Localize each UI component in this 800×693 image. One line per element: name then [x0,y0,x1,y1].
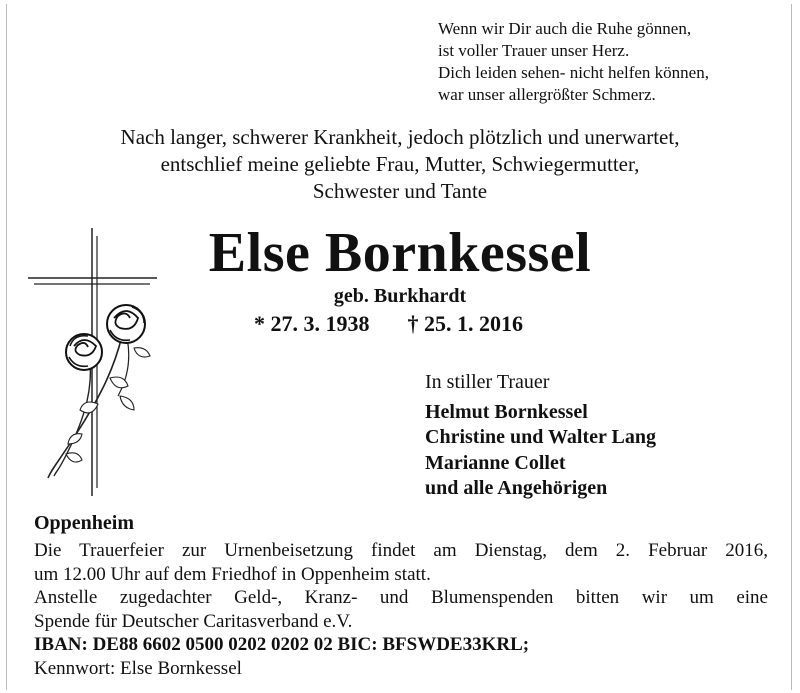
mourner-name: Helmut Bornkessel [425,400,588,423]
intro-line: Nach langer, schwerer Krankheit, jedoch plötzlich und unerwartet, [120,125,680,149]
mourner-name: Christine und Walter Lang [425,426,656,448]
details-line: Die Trauerfeier zur Urnenbeisetzung findet am Dienstag, dem 2. Februar 2016, [34,540,768,561]
mourners-lead: In stiller Trauer [425,371,550,393]
mourners [425,370,656,502]
intro-text [40,124,760,205]
funeral-details [34,539,768,680]
mourner-name: Marianne Collet [425,451,566,474]
intro-line: Schwester und Tante [312,179,488,203]
poem-line: Wenn wir Dir auch die Ruhe gönnen, [438,19,692,38]
details-line: Anstelle zugedachter Geld-, Kranz- und Blumenspenden bitten wir um eine [34,587,768,608]
keyword-line: Kennwort: Else Bornkessel [34,657,242,679]
death-date: † 25. 1. 2016 [407,311,523,336]
intro-line: entschlief meine geliebte Frau, Mutter, Schwiegermutter, [160,152,640,176]
poem [438,18,709,106]
maiden-name: geb. Burkhardt [333,285,467,307]
life-dates [254,310,523,338]
poem-line: Dich leiden sehen- nicht helfen können, [438,63,709,82]
bank-details: IBAN: DE88 6602 0500 0202 0202 02 BIC: BFSWDE33KRL; [34,634,530,655]
deceased-name: Else Bornkessel [208,222,592,284]
place-name: Oppenheim [34,512,135,534]
details-line: Spende für Deutscher Caritasverband e.V. [34,610,353,632]
birth-date: * 27. 3. 1938 [254,311,370,336]
mourner-name: und alle Angehörigen [425,477,608,499]
details-line: um 12.00 Uhr auf dem Friedhof in Oppenheim statt. [34,563,431,585]
poem-line: war unser allergrößter Schmerz. [438,85,656,104]
poem-line: ist voller Trauer unser Herz. [438,41,630,60]
